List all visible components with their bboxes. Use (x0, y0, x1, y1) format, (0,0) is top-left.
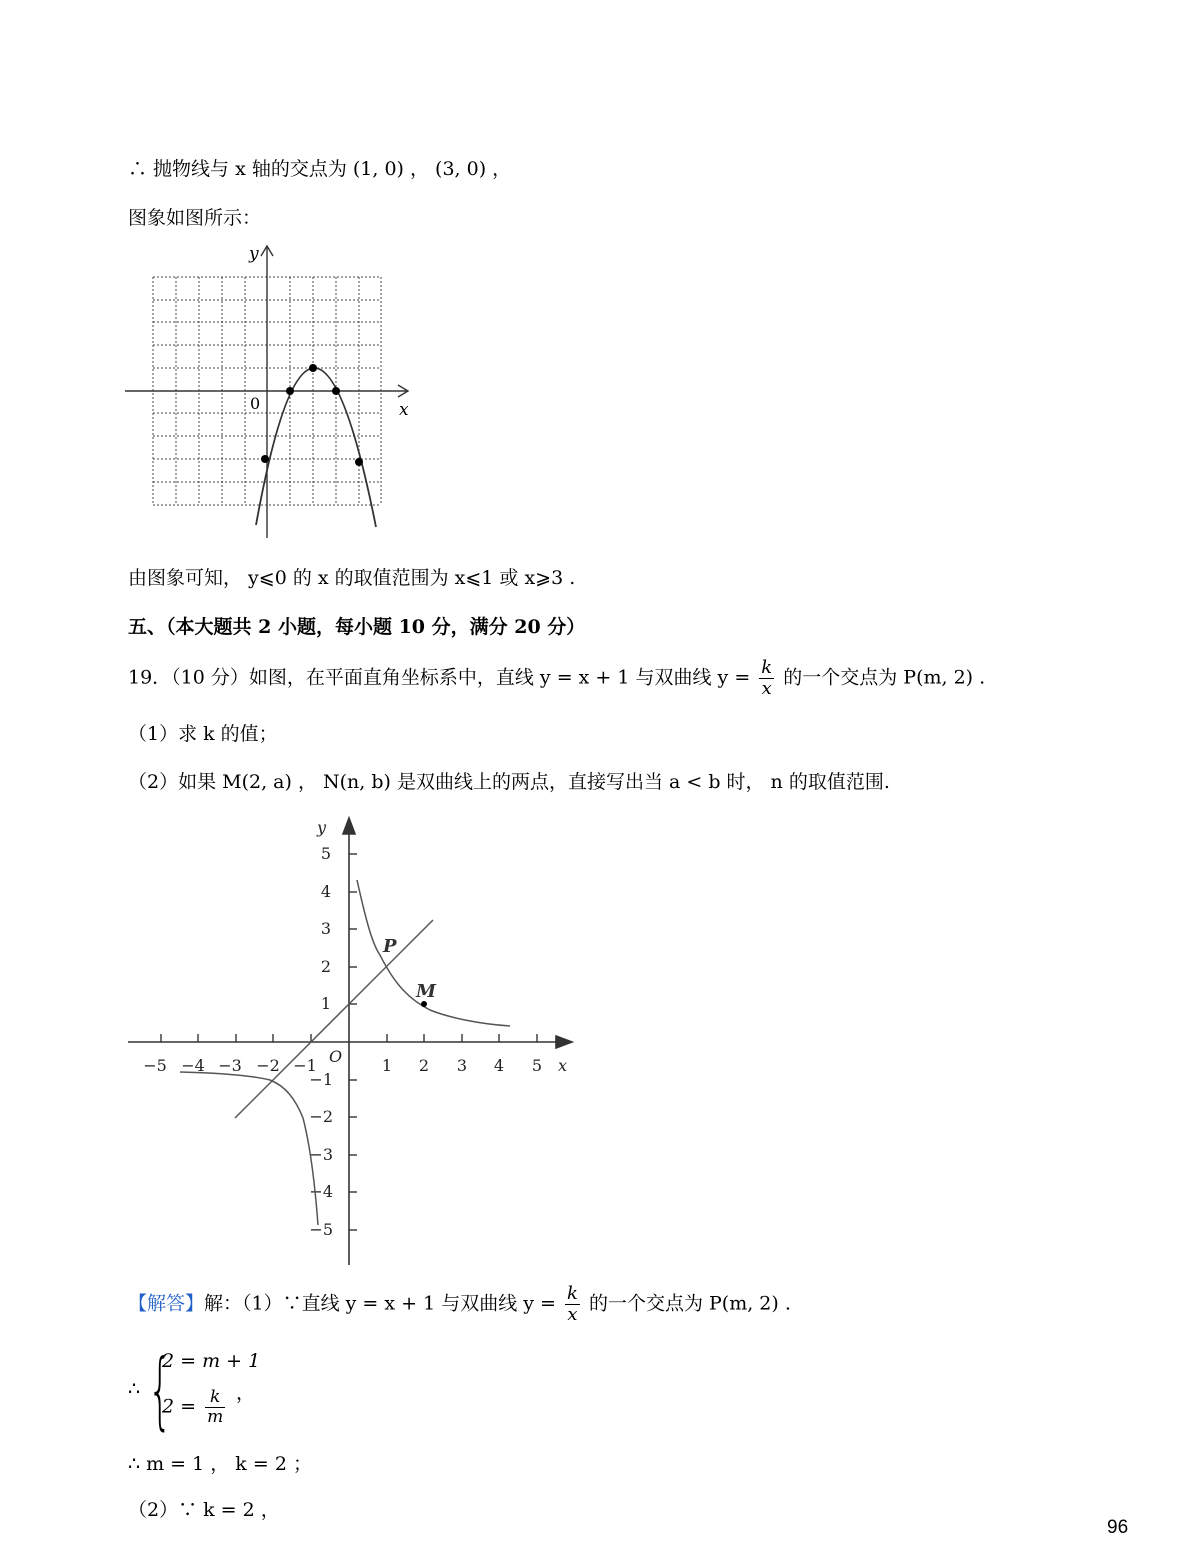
label-m: M (416, 981, 436, 1002)
graph1-origin-label: 0 (250, 394, 261, 413)
label-origin: O (329, 1047, 343, 1066)
page-number: 96 (1107, 1517, 1129, 1538)
question-19-part-2: （2）如果 M(2, a) ， N(n, b) 是双曲线上的两点，直接写出当 a < b 时， n 的取值范围. (128, 771, 890, 793)
question-19 (128, 658, 985, 699)
graph-intro: 图象如图所示： (128, 207, 262, 229)
fraction-k-over-x: $\frac{k}{x}$ (761, 657, 773, 699)
y-tick--5: −5 (309, 1220, 333, 1239)
hyperbola-branch-positive (357, 880, 510, 1026)
point-vertex (309, 364, 317, 372)
x-tick--3: −3 (218, 1056, 242, 1075)
graph-conclusion: 由图象可知， y⩽0 的 x 的取值范围为 x⩽1 或 x⩾3 . (128, 567, 576, 589)
label-p: P (383, 936, 397, 957)
equation-system (128, 1341, 288, 1439)
answer-part-2: （2）∵ k = 2 ， (128, 1499, 280, 1521)
answer-text-end: 的一个交点为 P(m, 2) . (588, 1292, 791, 1315)
parabola-graph (120, 240, 420, 540)
equation-2: 2 = $\frac{k}{m}$ (162, 1387, 224, 1427)
x-tick--5: −5 (143, 1056, 167, 1075)
label-y: y (317, 818, 327, 837)
answer-line-1 (128, 1284, 791, 1325)
point-y-intercept (261, 455, 269, 463)
y-tick--2: −2 (309, 1107, 333, 1126)
y-tick-4: 4 (320, 882, 331, 901)
answer-text: 解：（1）∵直线 y = x + 1 与双曲线 y = (204, 1292, 556, 1315)
x-tick--4: −4 (181, 1056, 205, 1075)
axes (128, 818, 572, 1265)
y-tick-2: 2 (320, 957, 331, 976)
x-tick-1: 1 (381, 1056, 393, 1075)
hyperbola-branch-negative (180, 1072, 318, 1225)
graph1-x-label: x (399, 400, 409, 420)
x-tick-3: 3 (456, 1056, 468, 1075)
point-root-1 (286, 387, 294, 395)
y-tick-1: 1 (320, 994, 331, 1013)
y-tick--3: −3 (309, 1145, 333, 1164)
fraction-k-over-x-answer: $\frac{k}{x}$ (567, 1283, 578, 1325)
answer-tag: 【解答】 (128, 1292, 205, 1315)
graph1-y-label: y (249, 244, 259, 264)
x-tick-2: 2 (418, 1056, 430, 1075)
point-x4 (355, 458, 363, 466)
answer-result: ∴ m = 1 ， k = 2 ； (128, 1453, 312, 1475)
hyperbola-graph (120, 812, 580, 1272)
question-19-text-end: 的一个交点为 P(m, 2) . (783, 666, 986, 689)
y-tick--1: −1 (309, 1070, 333, 1089)
y-tick-5: 5 (320, 844, 331, 863)
x-tick-5: 5 (531, 1056, 543, 1075)
x-tick--2: −2 (256, 1056, 280, 1075)
left-brace: { (148, 1341, 173, 1439)
axes (125, 246, 408, 538)
y-tick-3: 3 (320, 919, 331, 938)
question-19-part-1: （1）求 k 的值； (128, 723, 278, 745)
line-y-eq-x-plus-1 (235, 920, 433, 1118)
therefore-symbol: ∴ (128, 1378, 141, 1400)
label-x: x (558, 1056, 568, 1075)
y-tick--4: −4 (309, 1182, 333, 1201)
section-heading: 五、（本大题共 2 小题，每小题 10 分，满分 20 分） (128, 616, 586, 638)
parabola-curve (256, 368, 376, 527)
x-tick--1: −1 (293, 1056, 317, 1075)
system-comma: ， (236, 1382, 256, 1404)
equation-1: 2 = m + 1 (162, 1350, 261, 1372)
x-tick-4: 4 (493, 1056, 505, 1075)
question-19-text: 19．（10 分）如图，在平面直角坐标系中，直线 y = x + 1 与双曲线 y = (128, 666, 751, 689)
point-root-3 (332, 387, 340, 395)
parabola-intersections: ∴ 抛物线与 x 轴的交点为 (1, 0) ， (3, 0) ， (128, 158, 512, 180)
